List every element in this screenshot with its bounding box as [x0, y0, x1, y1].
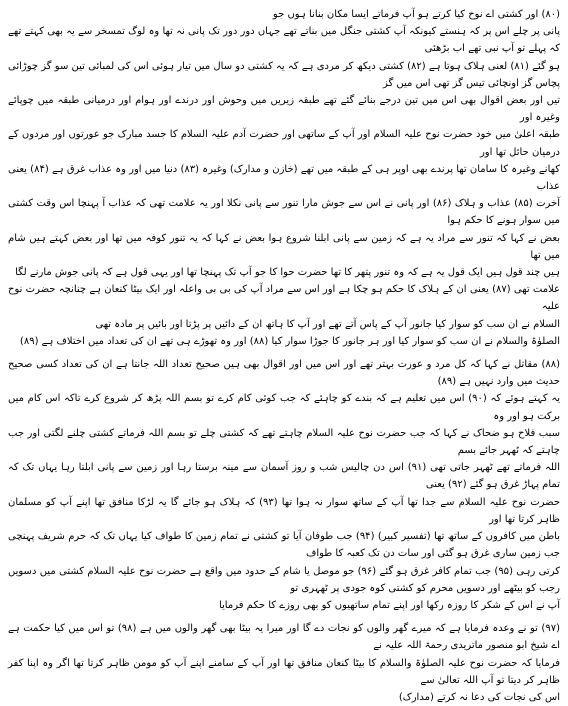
text-line: طبقہ اعلیٰ میں خود حضرت نوح علیہ السلام اور آپ کے ساتھی اور حضرت آدم علیہ السلام کا جسد مبارک جو عورتوں اور مردوں کے درمیان حائل تھا اور	[8, 129, 560, 158]
text-line: آخرت (۸۵) عذاب و ہلاک (۸۶) اور پانی نے اس سے جوش مارا تنور سے پانی نکلا اور یہ علامت تھی کہ عذاب آ پہنچا اس وقت کشتی میں سوار ہونے کا حکم ہوا	[8, 198, 560, 227]
footnote-paragraph-2	[8, 356, 560, 614]
text-line: باطن میں کافروں کے ساتھ تھا (تفسیر کبیر) (۹۴) جب طوفان آیا تو کشتی نے تمام زمین کا طواف کیا یہاں تک کہ حرم شریف پہنچی جب زمین ساری غرق ہو گئی اور سات دن تک کعبہ کا طواف	[8, 531, 561, 560]
text-line: سبب فلاح ہو ضحاک نے کہا کہ جب حضرت نوح علیہ السلام چاہتے تھے کہ کشتی چلے تو بسم اللہ فرماتے کشتی چلنے لگتی اور جب چاہتے کہ ٹھہر جائے بسم	[8, 427, 560, 457]
text-line: تیں اور بعض اقوال بھی اس میں تین درجے بنائے گئے تھے طبقہ زیریں میں وحوش اور درندے اور ہوام اور درمیانی طبقہ میں چوپائے وغیرہ اور	[8, 95, 560, 124]
text-line: (۹۷) تو نے وعدہ فرمایا ہے کہ میرے گھر والوں کو نجات دے گا اور میرا یہ بیٹا بھی گھر والوں میں ہے (۹۸) تو اس میں کیا حکمت ہے اے شیخ ابو منصور ماتریدی رحمۃ اللہ علیہ نے	[8, 623, 560, 652]
text-line: علامت تھی (۸۷) یعنی ان کے ہلاک کا حکم ہو چکا ہے اور اس سے مراد آپ کی بی بی واعلہ اور ایک بیٹا کنعان ہے چنانچہ حضرت نوح علیہ	[8, 284, 560, 313]
text-line: السلام نے ان سب کو سوار کیا جانور آپ کے پاس آتے تھے اور آپ کا ہاتھ ان کے دائیں پر پڑتا اور بائیں پر مادہ تھی	[95, 318, 560, 330]
text-line: بعض نے کہا کہ تنور سے مراد یہ ہے کہ زمین سے پانی ابلنا شروع ہوا بعض نے کہا کہ یہ تنور کوفہ میں تھا اور بعض کہتے ہیں شام میں تھا	[8, 232, 560, 261]
text-line: پانی پر چلے اس پر کہ ہنستے کیونکہ آپ کشتی جنگل میں بناتے تھے جہاں دور دور تک پانی نہ تھا وہ لوگ تمسخر سے یہ بھی کہتے تھے کہ پہلے تو آپ نبی تھے اب بڑھئی	[8, 26, 560, 55]
text-line: آپ نے اس کے شکر کا روزہ رکھا اور اپنے تمام ساتھیوں کو بھی روزے کا حکم فرمایا	[218, 599, 560, 611]
text-line: یہ کہتے ہوئے کہ (۹۰) اس میں تعلیم ہے کہ بندے کو چاہئے کہ جب کوئی کام کرے تو بسم اللہ پڑھ کر شروع کرے تاکہ اس کام میں برکت ہو اور وہ	[8, 393, 561, 422]
text-line: اللہ فرماتے تھے ٹھہر جاتی تھی (۹۱) اس دن چالیس شب و روز آسمان سے مینہ برستا رہا اور زمین سے پانی ابلتا رہا یہاں تک کہ تمام پہاڑ غرق ہو گئے (۹۲) یعنی	[8, 462, 560, 491]
text-line: فرمایا کہ حضرت نوح علیہ الصلوٰۃ والسلام کا بیٹا کنعان منافق تھا اور آپ کے سامنے اپنے آپ کو مومن ظاہر کرتا تھا اگر وہ اپنا کفر ظاہر کر دیتا تو آپ اللہ تعالیٰ سے	[8, 657, 560, 686]
text-line: ہیں چند قول ہیں ایک قول یہ ہے کہ وہ تنور پتھر کا تھا حضرت حوا کا جو آپ تک پہنچا تھا اور یہی قول ہے کہ پانی جوش مارنے لگا	[15, 267, 560, 279]
text-line: (۸۸) مقاتل نے کہا کہ کل مرد و عورت بہتر تھے اور اس میں اور اقوال بھی ہیں صحیح تعداد اللہ جانتا ہے ان کی تعداد کسی صحیح حدیث میں وارد نہیں ہے (۸۹)	[8, 359, 560, 388]
text-line: اس کی نجات کی دعا نہ کرتے (مدارک)	[398, 691, 560, 703]
footnote-paragraph-3	[8, 620, 560, 706]
text-line: (۸۰) اور کشتی اے نوح کیا کرتے ہو آپ فرماتے ایسا مکان بنانا ہوں جو	[272, 9, 560, 20]
text-line: حضرت نوح علیہ السلام سے جدا تھا آپ کے ساتھ سوار نہ ہوا تھا (۹۳) کہ ہلاک ہو جائے گا یہ لڑکا منافق تھا اپنے آپ کو مسلمان ظاہر کرتا تھا اور	[8, 496, 560, 525]
footnote-paragraph-1	[8, 6, 560, 350]
text-line: ہو گئے (۸۱) لعنی ہلاک ہوتا ہے (۸۲) کشتی دیکھ کر مردی ہے کہ یہ کشتی دو سال میں تیار ہوئی اس کی لمبائی تین سو گز چوڑائی پچاس گز اونچائی تیس گز تھی اس میں گز	[8, 60, 561, 89]
text-line: کھانے وغیرہ کا سامان تھا پرندے بھی اوپر ہی کے طبقہ میں تھے (خازن و مدارک) وغیرہ (۸۳) دنیا میں اور وہ عذاب غرق ہے (۸۴) یعنی عذاب	[8, 163, 560, 193]
text-line: کرتی رہی (۹۵) جب تمام کافر غرق ہو گئے (۹۶) جو موصل یا شام کے حدود میں واقع ہے حضرت نوح علیہ السلام کشتی میں دسویں رجب کو بیٹھے اور دسویں محرم کو کشتی کوہ جودی پر ٹھہری تو	[8, 565, 560, 594]
text-line: الصلوٰۃ والسلام نے ان سب کو سوار کیا اور ہر جانور کا جوڑا سوار کیا (۸۸) اور وہ تھوڑے ہی تھے ان کی تعداد میں اختلاف ہے (۸۹)	[19, 335, 560, 347]
